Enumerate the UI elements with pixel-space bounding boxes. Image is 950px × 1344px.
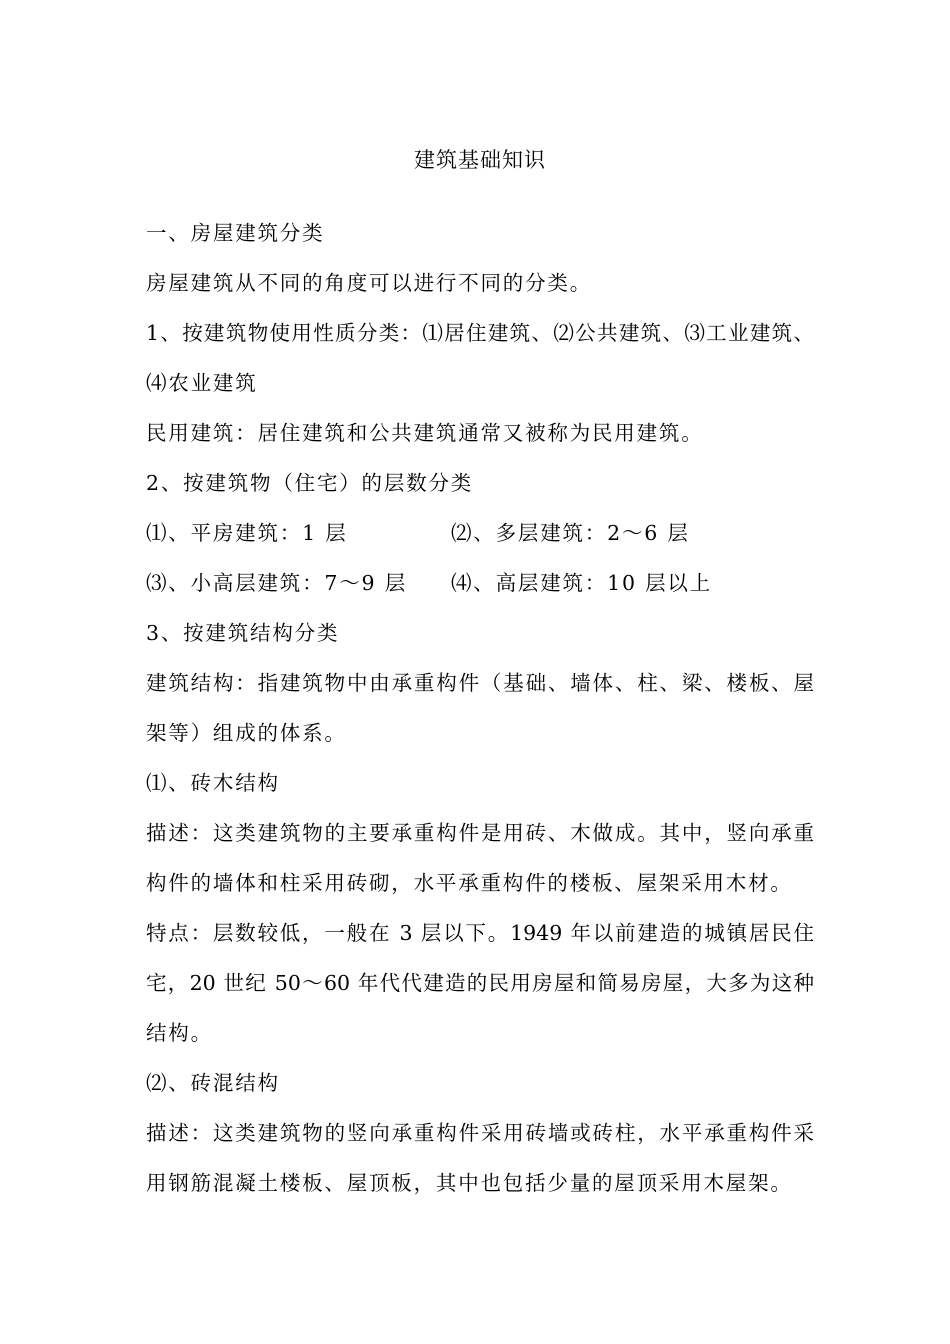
paragraph-line: 1、按建筑物使用性质分类：⑴居住建筑、⑵公共建筑、⑶工业建筑、	[146, 321, 814, 345]
paragraph-line: 描述：这类建筑物的主要承重构件是用砖、木做成。其中，竖向承重	[146, 821, 814, 845]
section-heading-classification: 一、房屋建筑分类	[146, 221, 325, 245]
item-heading: ⑴、砖木结构	[146, 771, 280, 795]
paragraph-line: 民用建筑：居住建筑和公共建筑通常又被称为民用建筑。	[146, 421, 704, 445]
paragraph-line: 建筑结构：指建筑物中由承重构件（基础、墙体、柱、梁、楼板、屋	[146, 671, 814, 695]
subsection-heading: 2、按建筑物（住宅）的层数分类	[146, 471, 474, 495]
document-title: 建筑基础知识	[414, 148, 546, 172]
paragraph-line: ⑷农业建筑	[146, 371, 258, 395]
paragraph-line: 用钢筋混凝土楼板、屋顶板，其中也包括少量的屋顶采用木屋架。	[146, 1171, 793, 1195]
paragraph-line: 房屋建筑从不同的角度可以进行不同的分类。	[146, 271, 592, 295]
paragraph-line: 构件的墙体和柱采用砖砌，水平承重构件的楼板、屋架采用木材。	[146, 871, 793, 895]
paragraph-line: 特点：层数较低，一般在 3 层以下。1949 年以前建造的城镇居民住	[146, 921, 814, 945]
subsection-heading: 3、按建筑结构分类	[146, 621, 340, 645]
paragraph-line: 结构。	[146, 1021, 213, 1045]
floor-category-item: ⑷、高层建筑：10 层以上	[451, 571, 713, 595]
paragraph-line: 描述：这类建筑物的竖向承重构件采用砖墙或砖柱，水平承重构件采	[146, 1121, 814, 1145]
paragraph-line: 宅，20 世纪 50～60 年代代建造的民用房屋和简易房屋，大多为这种	[146, 971, 814, 995]
item-heading: ⑵、砖混结构	[146, 1071, 280, 1095]
floor-category-item: ⑴、平房建筑：1 层	[146, 521, 348, 545]
floor-category-item: ⑶、小高层建筑：7～9 层	[146, 571, 408, 595]
paragraph-line: 架等）组成的体系。	[146, 721, 347, 745]
floor-category-item: ⑵、多层建筑：2～6 层	[451, 521, 690, 545]
